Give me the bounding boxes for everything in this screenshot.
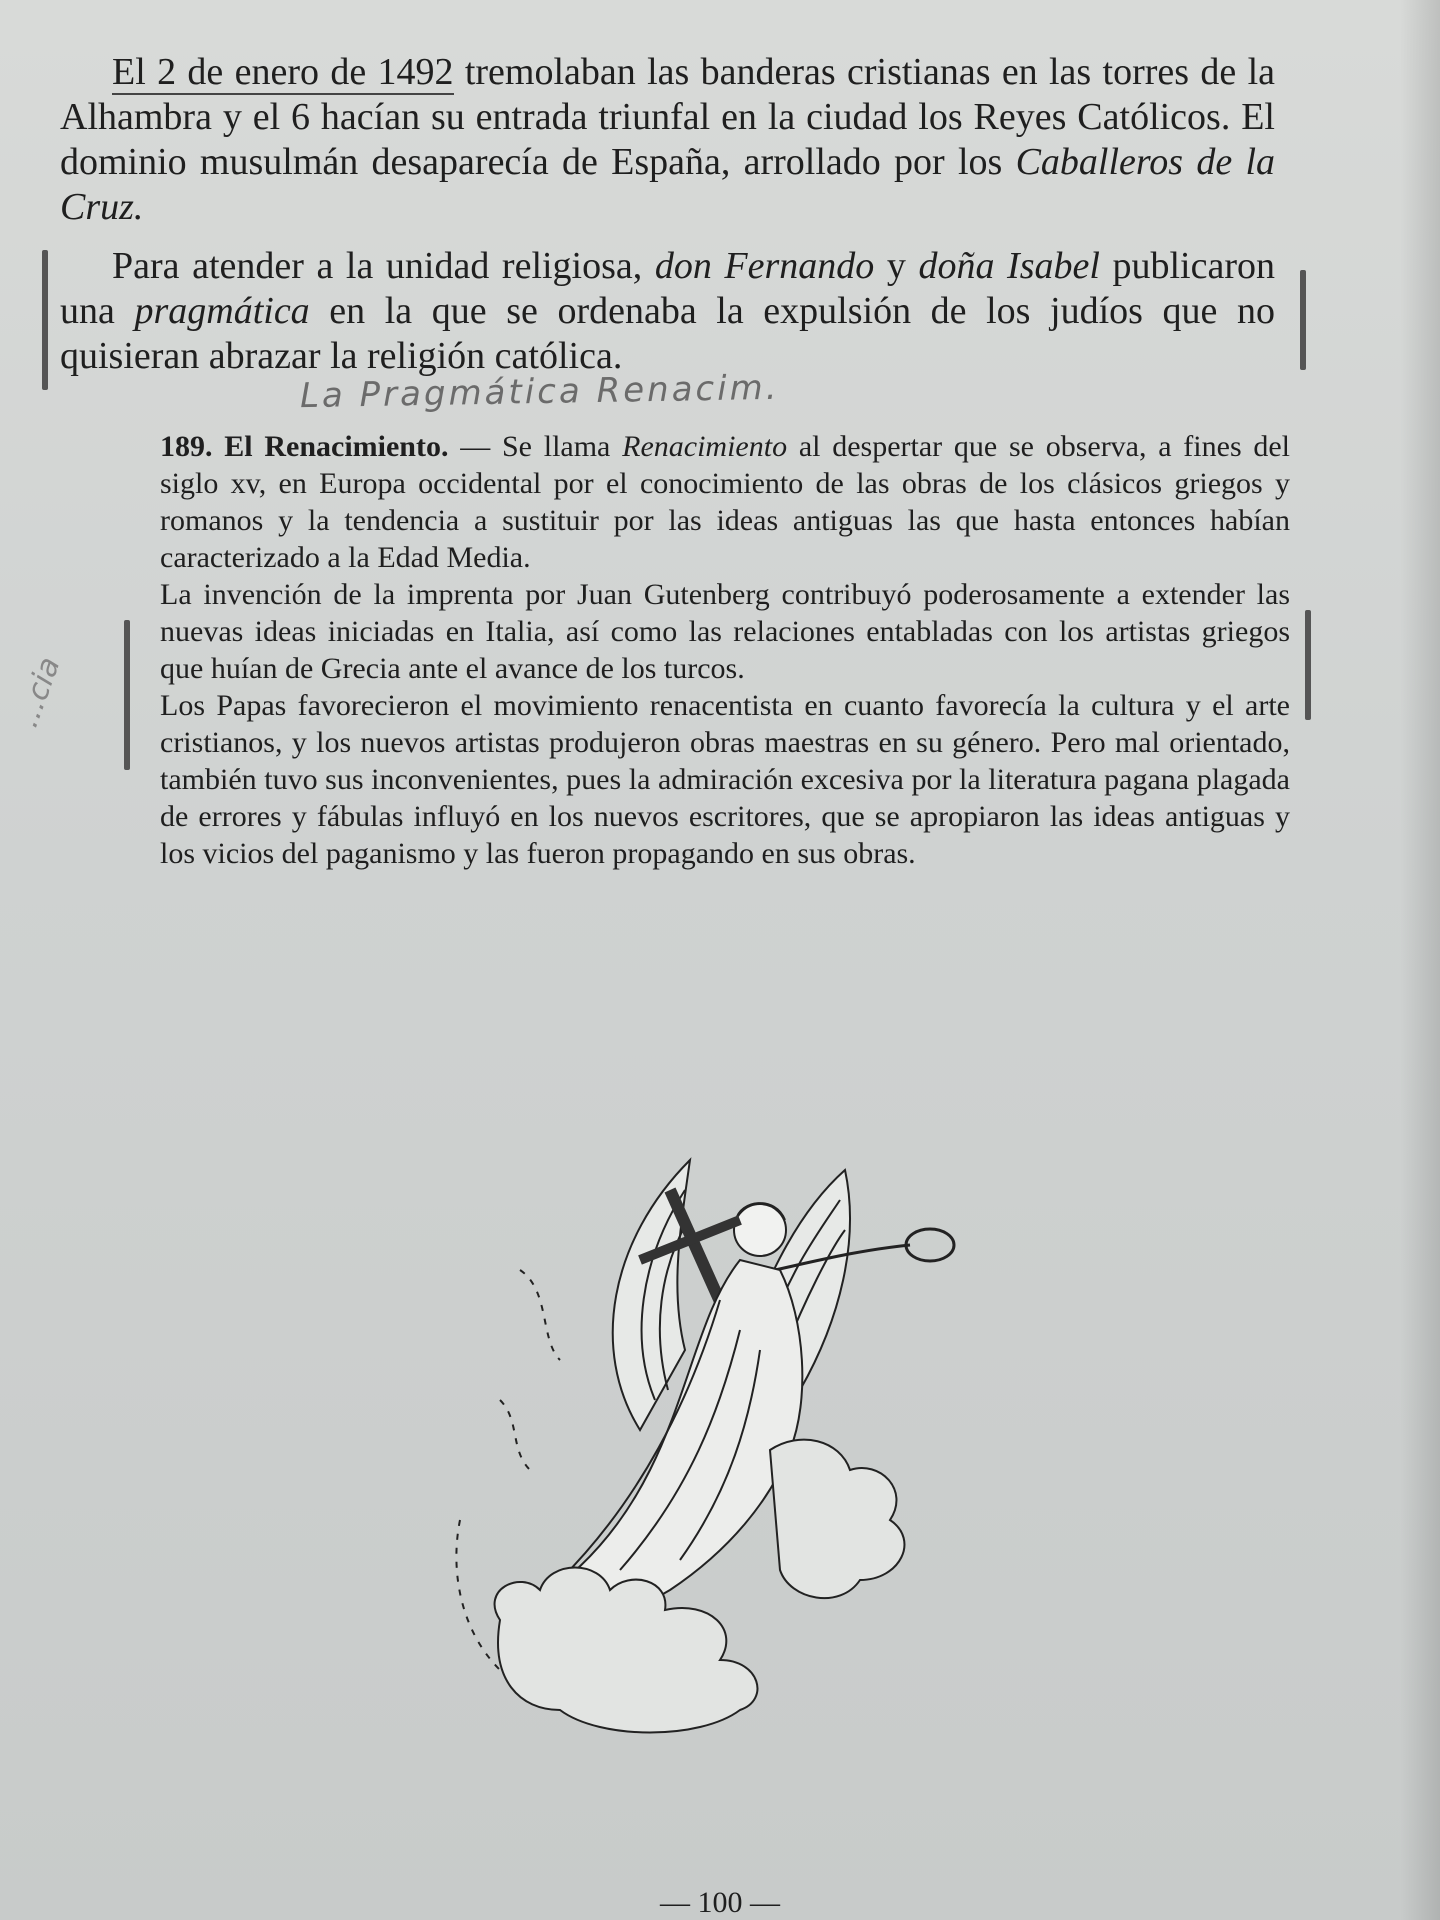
intro-paragraph-2: Para atender a la unidad religiosa, don Fernando y doña Isabel publicaron una pragmática en la que se ordenaba la expulsión de los judíos que no quisieran abrazar la religión católica. <box>60 245 1275 377</box>
margin-mark-right-2 <box>1305 610 1311 720</box>
angel-with-cross-illustration <box>440 1150 980 1750</box>
binding-shadow <box>1400 0 1440 1920</box>
intro-text <box>60 50 1275 393</box>
section-title: El Renacimiento. <box>224 430 449 463</box>
margin-mark-left-1 <box>42 250 48 390</box>
margin-mark-right-1 <box>1300 270 1306 370</box>
intro-paragraph-1: El 2 de enero de 1492 tremolaban las banderas cristianas en las torres de la Alhambra y el 6 hacían su entrada triunfal en la ciudad los Reyes Católicos. El dominio musulmán desaparecía de España, arrollado por los Caballeros de la Cruz. <box>60 51 1276 228</box>
handwritten-note: La Pragmática Renacim. <box>299 367 780 417</box>
underlined-date: El 2 de enero de 1492 <box>112 51 454 93</box>
section-189 <box>160 428 1290 872</box>
margin-mark-left-2 <box>124 620 130 770</box>
section-paragraph-2: La invención de la imprenta por Juan Gutenberg contribuyó poderosamente a extender las nuevas ideas iniciadas en Italia, así como las relaciones entabladas con los artistas griegos que huían de Grecia ante el avance de los turcos. <box>160 578 1290 685</box>
section-number: 189. <box>160 430 213 463</box>
handwritten-margin-note: ...cia <box>10 652 68 732</box>
page-number: — 100 — <box>660 1886 780 1919</box>
section-paragraph-3: Los Papas favorecieron el movimiento renacentista en cuanto favorecía la cultura y el arte cristianos, y los nuevos artistas produjeron obras maestras en su género. Pero mal orientado, también tuvo sus inconvenientes, pues la admiración excesiva por la literatura pagana plagada de errores y fábulas influyó en los nuevos escritores, que se apropiaron las ideas antiguas y los vicios del paganismo y las fueron propagando en sus obras. <box>160 689 1290 870</box>
section-paragraph-1: 189. El Renacimiento. — Se llama Renacimiento al despertar que se observa, a fines del siglo xv, en Europa occidental por el conocimiento de las obras de los clásicos griegos y romanos y la tendencia a sustituir por las ideas antiguas las que hasta entonces habían caracterizado a la Edad Media. <box>160 430 1291 574</box>
